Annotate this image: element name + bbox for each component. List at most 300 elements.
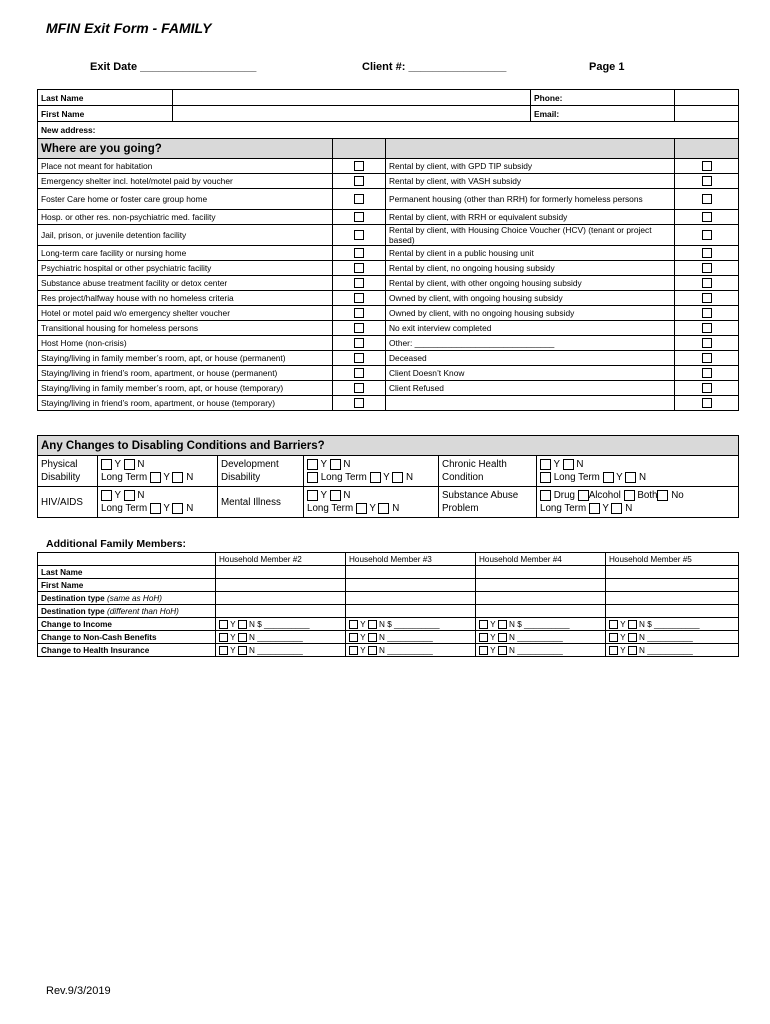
family-cell[interactable] <box>476 566 606 579</box>
chronic-label-1: Chronic Health <box>442 459 507 470</box>
n-label: N <box>405 472 414 483</box>
checkbox-cell <box>333 306 386 321</box>
family-row-destination-same <box>38 592 739 605</box>
family-row-label <box>38 631 216 644</box>
destination-option-left: Place not meant for habitation <box>38 159 333 174</box>
destination-checkbox[interactable] <box>354 176 364 186</box>
n-label: N <box>392 503 400 514</box>
last-name-input[interactable] <box>173 90 531 106</box>
physical-n-checkbox[interactable] <box>124 459 135 470</box>
development-y-checkbox[interactable] <box>307 459 318 470</box>
destination-checkbox[interactable] <box>354 383 364 393</box>
destination-checkbox[interactable] <box>354 212 364 222</box>
destination-row <box>38 381 739 396</box>
destination-option-left: Staying/living in family member’s room, apt, or house (permanent) <box>38 351 333 366</box>
y-label: Y <box>163 472 170 483</box>
row-label-note: (same as HoH) <box>106 593 163 603</box>
destination-option-left: Psychiatric hospital or other psychiatric facility <box>38 261 333 276</box>
client-number-field[interactable]: Client #: ________________ <box>362 61 507 73</box>
row-label-text: Change to Health Insurance <box>41 645 150 655</box>
y-label: Y <box>620 645 626 655</box>
family-cell <box>476 618 606 631</box>
destination-option-right: Rental by client, with VASH subsidy <box>386 174 675 189</box>
family-row-label <box>38 605 216 618</box>
physical-lt-y-checkbox[interactable] <box>150 472 161 483</box>
family-cell[interactable] <box>216 605 346 618</box>
destination-checkbox[interactable] <box>354 398 364 408</box>
n-label: N <box>343 490 351 501</box>
chronic-label-2: Condition <box>442 472 484 483</box>
n-label: N $ __________ <box>639 619 700 629</box>
checkbox-cell <box>675 351 739 366</box>
destination-option-right: Client Refused <box>386 381 675 396</box>
destination-row <box>38 306 739 321</box>
family-n-checkbox[interactable] <box>368 620 377 629</box>
destination-checkbox[interactable] <box>702 161 712 171</box>
row-label-text: Destination type <box>41 606 105 616</box>
alcohol-label: Alcohol <box>588 490 621 501</box>
hiv-lt-n-checkbox[interactable] <box>172 503 183 514</box>
family-n-checkbox[interactable] <box>498 646 507 655</box>
phone-label: Phone: <box>531 90 675 106</box>
n-label: N __________ <box>639 645 693 655</box>
destination-checkbox[interactable] <box>354 308 364 318</box>
family-y-checkbox[interactable] <box>609 646 618 655</box>
checkbox-cell <box>675 381 739 396</box>
hiv-aids-label: HIV/AIDS <box>38 487 98 518</box>
family-n-checkbox[interactable] <box>628 633 637 642</box>
substance-abuse-options <box>537 487 739 518</box>
family-table <box>37 552 739 657</box>
drug-label: Drug <box>553 490 575 501</box>
family-y-checkbox[interactable] <box>219 633 228 642</box>
destination-row <box>38 174 739 189</box>
destination-option-right: Rental by client, with RRH or equivalent subsidy <box>386 210 675 225</box>
household-member-header: Household Member #4 <box>476 553 606 566</box>
family-row-last-name <box>38 566 739 579</box>
checkbox-cell <box>333 225 386 246</box>
checkbox-cell <box>333 159 386 174</box>
destination-checkbox[interactable] <box>702 248 712 258</box>
n-label: N <box>625 503 633 514</box>
development-lt-checkbox[interactable] <box>307 472 318 483</box>
chronic-lt-checkbox[interactable] <box>540 472 551 483</box>
checkbox-cell <box>675 189 739 210</box>
chronic-lt-y-checkbox[interactable] <box>603 472 614 483</box>
destination-option-left: Hotel or motel paid w/o emergency shelter voucher <box>38 306 333 321</box>
both-label: Both <box>637 490 658 501</box>
y-label: Y <box>230 645 236 655</box>
checkbox-cell <box>675 276 739 291</box>
checkbox-cell <box>675 306 739 321</box>
checkbox-cell <box>675 225 739 246</box>
destination-option-right <box>386 396 675 411</box>
destination-checkbox[interactable] <box>702 230 712 240</box>
destination-option-right: No exit interview completed <box>386 321 675 336</box>
page-number: Page 1 <box>589 61 625 73</box>
family-y-checkbox[interactable] <box>349 620 358 629</box>
y-label: Y <box>553 459 560 470</box>
hiv-y-checkbox[interactable] <box>101 490 112 501</box>
family-n-checkbox[interactable] <box>238 620 247 629</box>
destination-checkbox[interactable] <box>354 263 364 273</box>
y-label: Y <box>320 459 327 470</box>
destination-option-left: Long-term care facility or nursing home <box>38 246 333 261</box>
family-row-label <box>38 644 216 657</box>
checkbox-cell <box>675 159 739 174</box>
family-y-checkbox[interactable] <box>479 620 488 629</box>
family-row-label <box>38 579 216 592</box>
n-label: N <box>343 459 351 470</box>
family-cell[interactable] <box>216 579 346 592</box>
both-checkbox[interactable] <box>624 490 635 501</box>
mental-illness-options <box>304 487 439 518</box>
family-cell <box>216 618 346 631</box>
family-cell[interactable] <box>346 579 476 592</box>
hiv-n-checkbox[interactable] <box>124 490 135 501</box>
revision-label: Rev.9/3/2019 <box>46 985 111 997</box>
y-label: Y <box>490 632 496 642</box>
n-label: N __________ <box>249 632 303 642</box>
destination-option-right: Rental by client, with other ongoing housing subsidy <box>386 276 675 291</box>
family-row-income <box>38 618 739 631</box>
destination-option-right: Rental by client, with GPD TIP subsidy <box>386 159 675 174</box>
hiv-aids-options <box>98 487 218 518</box>
destination-option-left: Staying/living in friend’s room, apartment, or house (temporary) <box>38 396 333 411</box>
family-n-checkbox[interactable] <box>238 646 247 655</box>
heading-filler <box>675 139 739 159</box>
destination-row <box>38 396 739 411</box>
family-cell <box>346 618 476 631</box>
long-term-label: Long Term <box>101 503 148 514</box>
y-label: Y <box>616 472 623 483</box>
checkbox-cell <box>333 261 386 276</box>
email-input[interactable] <box>675 106 739 122</box>
mental-lt-n-checkbox[interactable] <box>378 503 389 514</box>
family-n-checkbox[interactable] <box>498 633 507 642</box>
destination-checkbox[interactable] <box>702 176 712 186</box>
development-n-checkbox[interactable] <box>330 459 341 470</box>
destination-option-right: Rental by client in a public housing unit <box>386 246 675 261</box>
family-cell[interactable] <box>476 579 606 592</box>
family-cell[interactable] <box>346 566 476 579</box>
destination-checkbox[interactable] <box>702 383 712 393</box>
family-n-checkbox[interactable] <box>628 646 637 655</box>
family-n-checkbox[interactable] <box>498 620 507 629</box>
mental-y-checkbox[interactable] <box>307 490 318 501</box>
last-name-label: Last Name <box>38 90 173 106</box>
checkbox-cell <box>333 381 386 396</box>
substance-abuse-label <box>439 487 537 518</box>
chronic-y-checkbox[interactable] <box>540 459 551 470</box>
destination-option-left: Emergency shelter incl. hotel/motel paid by voucher <box>38 174 333 189</box>
destination-checkbox[interactable] <box>354 194 364 204</box>
y-label: Y <box>163 503 170 514</box>
family-y-checkbox[interactable] <box>609 620 618 629</box>
y-label: Y <box>230 619 236 629</box>
row-label-note: (different than HoH) <box>106 606 179 616</box>
y-label: Y <box>490 645 496 655</box>
family-cell[interactable] <box>346 605 476 618</box>
family-n-checkbox[interactable] <box>368 633 377 642</box>
destination-checkbox[interactable] <box>354 353 364 363</box>
drug-checkbox[interactable] <box>540 490 551 501</box>
n-label: N __________ <box>379 645 433 655</box>
family-cell[interactable] <box>476 605 606 618</box>
development-lt-n-checkbox[interactable] <box>392 472 403 483</box>
family-y-checkbox[interactable] <box>479 646 488 655</box>
destination-checkbox[interactable] <box>354 338 364 348</box>
destination-option-right: Other: ______________________________ <box>386 336 675 351</box>
checkbox-cell <box>333 291 386 306</box>
destination-row <box>38 291 739 306</box>
mental-lt-y-checkbox[interactable] <box>356 503 367 514</box>
destination-checkbox[interactable] <box>702 368 712 378</box>
destination-checkbox[interactable] <box>354 368 364 378</box>
destination-row <box>38 210 739 225</box>
n-label: N __________ <box>509 632 563 642</box>
destination-option-right: Permanent housing (other than RRH) for formerly homeless persons <box>386 189 675 210</box>
family-cell <box>606 644 739 657</box>
family-row-first-name <box>38 579 739 592</box>
checkbox-cell <box>333 189 386 210</box>
n-label: N $ __________ <box>509 619 570 629</box>
checkbox-cell <box>333 210 386 225</box>
family-y-checkbox[interactable] <box>219 620 228 629</box>
row-label-text: Last Name <box>41 567 83 577</box>
destination-option-left: Transitional housing for homeless persons <box>38 321 333 336</box>
family-y-checkbox[interactable] <box>349 633 358 642</box>
family-cell[interactable] <box>606 592 739 605</box>
y-label: Y <box>114 490 121 501</box>
destination-option-left: Staying/living in friend’s room, apartment, or house (permanent) <box>38 366 333 381</box>
heading-filler <box>333 139 386 159</box>
household-member-header: Household Member #2 <box>216 553 346 566</box>
physical-label-1: Physical <box>41 459 78 470</box>
destination-checkbox[interactable] <box>702 308 712 318</box>
form-title: MFIN Exit Form - FAMILY <box>46 20 212 36</box>
n-label: N <box>186 503 194 514</box>
chronic-health-options <box>537 456 739 487</box>
y-label: Y <box>114 459 121 470</box>
family-y-checkbox[interactable] <box>609 633 618 642</box>
physical-disability-label <box>38 456 98 487</box>
family-cell[interactable] <box>606 605 739 618</box>
n-label: N <box>638 472 647 483</box>
family-row-label <box>38 592 216 605</box>
family-y-checkbox[interactable] <box>349 646 358 655</box>
family-y-checkbox[interactable] <box>479 633 488 642</box>
destination-row <box>38 261 739 276</box>
family-y-checkbox[interactable] <box>219 646 228 655</box>
checkbox-cell <box>675 246 739 261</box>
destination-option-left: Substance abuse treatment facility or detox center <box>38 276 333 291</box>
y-label: Y <box>620 632 626 642</box>
destination-checkbox[interactable] <box>702 353 712 363</box>
destination-option-left: Host Home (non-crisis) <box>38 336 333 351</box>
family-row-destination-different <box>38 605 739 618</box>
destination-option-left: Jail, prison, or juvenile detention facility <box>38 225 333 246</box>
physical-label-2: Disability <box>41 472 81 483</box>
checkbox-cell <box>333 276 386 291</box>
checkbox-cell <box>675 396 739 411</box>
development-lt-y-checkbox[interactable] <box>370 472 381 483</box>
checkbox-cell <box>333 174 386 189</box>
family-row-label <box>38 566 216 579</box>
destination-checkbox[interactable] <box>354 278 364 288</box>
y-label: Y <box>320 490 327 501</box>
destination-checkbox[interactable] <box>354 161 364 171</box>
destination-checkbox[interactable] <box>354 248 364 258</box>
family-cell <box>476 644 606 657</box>
alcohol-checkbox[interactable] <box>578 490 589 501</box>
no-label: No <box>671 490 684 501</box>
substance-label-2: Problem <box>442 503 479 514</box>
checkbox-cell <box>675 366 739 381</box>
family-heading: Additional Family Members: <box>46 538 187 550</box>
family-cell <box>346 644 476 657</box>
development-disability-options <box>304 456 439 487</box>
checkbox-cell <box>333 246 386 261</box>
destination-checkbox[interactable] <box>354 323 364 333</box>
n-label: N __________ <box>379 632 433 642</box>
destination-option-right: Owned by client, with no ongoing housing subsidy <box>386 306 675 321</box>
family-cell <box>606 618 739 631</box>
physical-y-checkbox[interactable] <box>101 459 112 470</box>
y-label: Y <box>230 632 236 642</box>
y-label: Y <box>360 645 366 655</box>
destination-row <box>38 276 739 291</box>
chronic-n-checkbox[interactable] <box>563 459 574 470</box>
chronic-health-label <box>439 456 537 487</box>
no-checkbox[interactable] <box>657 490 668 501</box>
destination-row <box>38 351 739 366</box>
destination-option-left: Hosp. or other res. non-psychiatric med. facility <box>38 210 333 225</box>
family-row-label <box>38 618 216 631</box>
household-member-header: Household Member #5 <box>606 553 739 566</box>
y-label: Y <box>360 619 366 629</box>
family-cell[interactable] <box>216 592 346 605</box>
y-label: Y <box>602 503 609 514</box>
destination-option-right: Owned by client, with ongoing housing subsidy <box>386 291 675 306</box>
family-cell[interactable] <box>346 592 476 605</box>
checkbox-cell <box>675 210 739 225</box>
n-label: N $ __________ <box>249 619 310 629</box>
destination-row <box>38 366 739 381</box>
destination-checkbox[interactable] <box>702 293 712 303</box>
family-cell <box>216 644 346 657</box>
mental-illness-label: Mental Illness <box>218 487 304 518</box>
n-label: N <box>186 472 194 483</box>
long-term-label: Long Term <box>307 503 354 514</box>
destination-checkbox[interactable] <box>702 338 712 348</box>
checkbox-cell <box>333 321 386 336</box>
checkbox-cell <box>333 336 386 351</box>
n-label: N __________ <box>509 645 563 655</box>
n-label: N <box>576 459 584 470</box>
destination-row <box>38 159 739 174</box>
family-n-checkbox[interactable] <box>368 646 377 655</box>
n-label: N $ __________ <box>379 619 440 629</box>
y-label: Y <box>383 472 390 483</box>
substance-lt-n-checkbox[interactable] <box>611 503 622 514</box>
destination-option-right: Client Doesn’t Know <box>386 366 675 381</box>
destination-checkbox[interactable] <box>702 398 712 408</box>
new-address-field[interactable]: New address: <box>38 122 739 139</box>
row-label-text: Destination type <box>41 593 105 603</box>
destination-checkbox[interactable] <box>702 212 712 222</box>
row-label-text: Change to Income <box>41 619 112 629</box>
hiv-lt-y-checkbox[interactable] <box>150 503 161 514</box>
checkbox-cell <box>675 291 739 306</box>
y-label: Y <box>360 632 366 642</box>
substance-lt-y-checkbox[interactable] <box>589 503 600 514</box>
exit-date-field[interactable]: Exit Date ___________________ <box>90 61 257 73</box>
y-label: Y <box>620 619 626 629</box>
family-cell[interactable] <box>606 579 739 592</box>
destination-checkbox[interactable] <box>702 194 712 204</box>
y-label: Y <box>490 619 496 629</box>
mental-n-checkbox[interactable] <box>330 490 341 501</box>
family-cell[interactable] <box>606 566 739 579</box>
long-term-label: Long Term <box>320 472 367 483</box>
destination-option-left: Staying/living in family member’s room, apt, or house (temporary) <box>38 381 333 396</box>
family-n-checkbox[interactable] <box>238 633 247 642</box>
checkbox-cell <box>675 174 739 189</box>
checkbox-cell <box>675 261 739 276</box>
destination-row <box>38 321 739 336</box>
destination-option-right: Rental by client, with Housing Choice Voucher (HCV) (tenant or project based) <box>386 225 675 246</box>
destination-row <box>38 189 739 210</box>
destination-table <box>37 89 739 411</box>
substance-label-1: Substance Abuse <box>442 490 519 501</box>
household-member-header: Household Member #3 <box>346 553 476 566</box>
destination-option-left: Foster Care home or foster care group home <box>38 189 333 210</box>
row-label-text: First Name <box>41 580 84 590</box>
email-label: Email: <box>531 106 675 122</box>
development-disability-label <box>218 456 304 487</box>
family-cell[interactable] <box>476 592 606 605</box>
row-label-text: Change to Non-Cash Benefits <box>41 632 157 642</box>
destination-heading: Where are you going? <box>38 139 333 159</box>
family-n-checkbox[interactable] <box>628 620 637 629</box>
family-cell <box>216 631 346 644</box>
long-term-label: Long Term <box>553 472 600 483</box>
n-label: N __________ <box>639 632 693 642</box>
family-cell <box>606 631 739 644</box>
chronic-lt-n-checkbox[interactable] <box>625 472 636 483</box>
destination-checkbox[interactable] <box>702 278 712 288</box>
n-label: N <box>137 490 145 501</box>
disabling-table <box>37 435 739 518</box>
checkbox-cell <box>333 396 386 411</box>
physical-lt-n-checkbox[interactable] <box>172 472 183 483</box>
destination-checkbox[interactable] <box>354 230 364 240</box>
family-cell[interactable] <box>216 566 346 579</box>
heading-filler <box>386 139 675 159</box>
physical-disability-options <box>98 456 218 487</box>
first-name-input[interactable] <box>173 106 531 122</box>
phone-input[interactable] <box>675 90 739 106</box>
development-label-1: Development <box>221 459 279 470</box>
family-corner-cell <box>38 553 216 566</box>
destination-checkbox[interactable] <box>702 263 712 273</box>
destination-checkbox[interactable] <box>702 323 712 333</box>
destination-checkbox[interactable] <box>354 293 364 303</box>
long-term-label: Long Term <box>101 472 148 483</box>
destination-option-left: Res project/halfway house with no homeless criteria <box>38 291 333 306</box>
destination-row <box>38 225 739 246</box>
